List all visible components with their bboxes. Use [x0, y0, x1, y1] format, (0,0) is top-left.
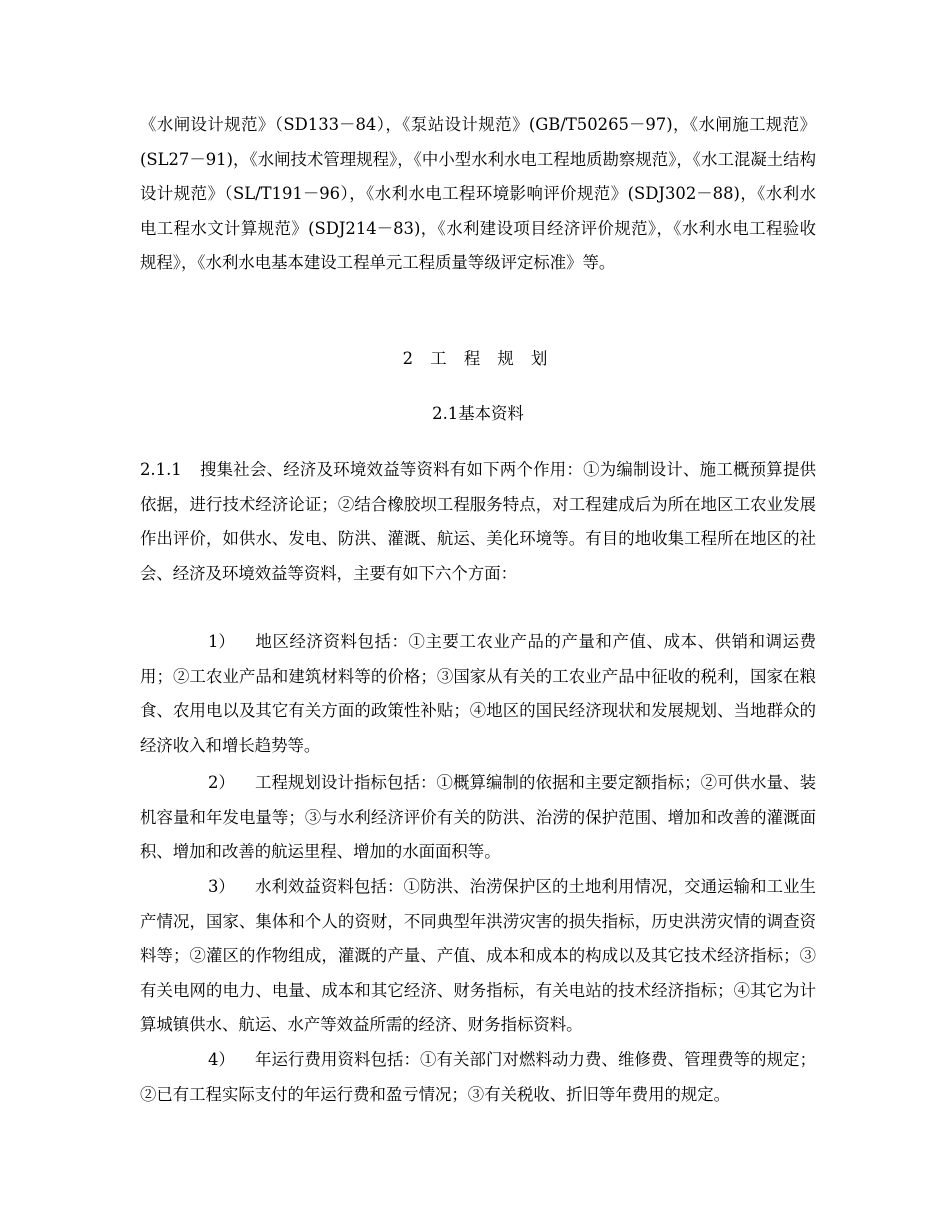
list-item	[140, 625, 816, 763]
references-paragraph: 《水闸设计规范》（SD133－84），《泵站设计规范》(GB/T50265－97)，《水闸施工规范》(SL27－91)，《水闸技术管理规程》，《中小型水利水电工程地质勘察规范》，《水工混凝土结构设计规范》（SL/T191－96），《水利水电工程环境影响评价规范》(SDJ302－88)，《水利水电工程水文计算规范》(SDJ214－83)，《水利建设项目经济评价规范》，《水利水电工程验收规程》，《水利水电基本建设工程单元工程质量等级评定标准》等。	[140, 115, 816, 273]
clause-paragraph	[140, 453, 816, 591]
section-heading: 2.1基本资料	[432, 404, 524, 423]
list-item-number: 3）	[208, 877, 235, 896]
list-item-text: 地区经济资料包括：①主要工农业产品的产量和产值、成本、供销和调运费用；②工农业产品和建筑材料等的价格；③国家从有关的工农业产品中征收的税利，国家在粮食、农用电以及其它有关方面的政策性补贴；④地区的国民经济现状和发展规划、当地群众的经济收入和增长趋势等。	[140, 632, 816, 755]
list-item-text: 工程规划设计指标包括：①概算编制的依据和主要定额指标；②可供水量、装机容量和年发电量等；③与水利经济评价有关的防洪、治涝的保护范围、增加和改善的灌溉面积、增加和改善的航运里程、增加的水面面积等。	[140, 773, 816, 862]
chapter-heading: 2 工 程 规 划	[402, 349, 554, 368]
list-item-text: 年运行费用资料包括：①有关部门对燃料动力费、维修费、管理费等的规定；②已有工程实际支付的年运行费和盈亏情况；③有关税收、折旧等年费用的规定。	[140, 1050, 816, 1104]
list-item-number: 1）	[208, 632, 235, 651]
clause-number: 2.1.1	[140, 460, 182, 479]
list-item	[140, 870, 816, 1043]
clause-text: 搜集社会、经济及环境效益等资料有如下两个作用：①为编制设计、施工概预算提供依据，进行技术经济论证；②结合橡胶坝工程服务特点，对工程建成后为所在地区工农业发展作出评价，如供水、发电、防洪、灌溉、航运、美化环境等。有目的地收集工程所在地区的社会、经济及环境效益等资料，主要有如下六个方面：	[140, 460, 816, 583]
list-item-number: 2）	[208, 773, 235, 792]
list-item-text: 水利效益资料包括：①防洪、治涝保护区的土地利用情况，交通运输和工业生产情况，国家、集体和个人的资财，不同典型年洪涝灾害的损失指标，历史洪涝灾情的调查资料等；②灌区的作物组成，灌溉的产量、产值、成本和成本的构成以及其它技术经济指标；③有关电网的电力、电量、成本和其它经济、财务指标，有关电站的技术经济指标；④其它为计算城镇供水、航运、水产等效益所需的经济、财务指标资料。	[140, 877, 816, 1035]
list-item-number: 4）	[208, 1050, 235, 1069]
list-item	[140, 1043, 816, 1112]
list-item	[140, 766, 816, 870]
